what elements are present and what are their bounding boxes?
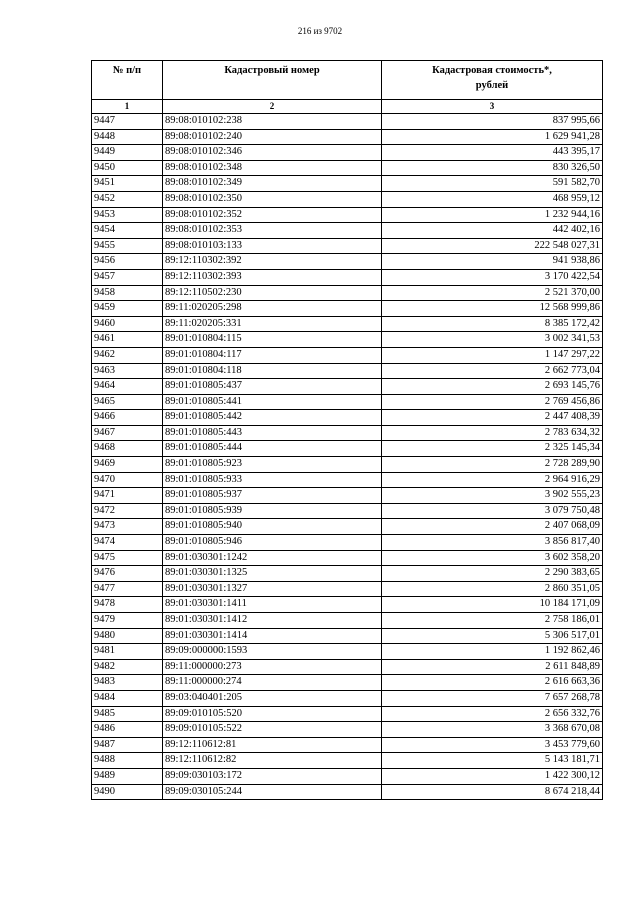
cadastral-number: 89:11:000000:274 — [163, 675, 382, 691]
cadastral-number: 89:09:010105:520 — [163, 706, 382, 722]
cadastral-number: 89:01:010805:441 — [163, 394, 382, 410]
row-number: 9489 — [92, 768, 163, 784]
cadastral-value: 2 758 186,01 — [382, 613, 603, 629]
table-row — [92, 347, 603, 363]
row-number: 9465 — [92, 394, 163, 410]
row-number: 9450 — [92, 160, 163, 176]
row-number: 9460 — [92, 316, 163, 332]
cadastral-value: 5 143 181,71 — [382, 753, 603, 769]
page-header: 216 из 9702 — [297, 26, 343, 36]
cadastral-number: 89:03:040401:205 — [163, 690, 382, 706]
row-number: 9487 — [92, 737, 163, 753]
cadastral-number: 89:09:030103:172 — [163, 768, 382, 784]
cadastral-value: 837 995,66 — [382, 114, 603, 130]
row-number: 9461 — [92, 332, 163, 348]
cadastral-number: 89:08:010102:353 — [163, 223, 382, 239]
header-line: Кадастровая стоимость*, — [432, 65, 552, 76]
table-row — [92, 503, 603, 519]
cadastral-value: 8 385 172,42 — [382, 316, 603, 332]
cadastral-value: 2 693 145,76 — [382, 379, 603, 395]
cadastral-number: 89:08:010102:349 — [163, 176, 382, 192]
table-row — [92, 550, 603, 566]
cadastral-value: 3 902 555,23 — [382, 488, 603, 504]
table-row — [92, 659, 603, 675]
cadastral-number: 89:01:030301:1327 — [163, 581, 382, 597]
table-row — [92, 223, 603, 239]
cadastral-value: 2 769 456,86 — [382, 394, 603, 410]
row-number: 9477 — [92, 581, 163, 597]
column-number: 1 — [92, 100, 163, 114]
row-number: 9483 — [92, 675, 163, 691]
row-number: 9471 — [92, 488, 163, 504]
row-number: 9472 — [92, 503, 163, 519]
row-number: 9453 — [92, 207, 163, 223]
cadastral-number: 89:12:110612:82 — [163, 753, 382, 769]
cadastral-number: 89:01:030301:1412 — [163, 613, 382, 629]
cadastral-value: 2 290 383,65 — [382, 566, 603, 582]
cadastral-number: 89:01:030301:1325 — [163, 566, 382, 582]
table-row — [92, 472, 603, 488]
cadastral-value: 10 184 171,09 — [382, 597, 603, 613]
table-row — [92, 441, 603, 457]
table-row — [92, 379, 603, 395]
row-number: 9449 — [92, 145, 163, 161]
cadastral-value: 830 326,50 — [382, 160, 603, 176]
cadastral-table — [91, 60, 603, 800]
header-row — [92, 61, 603, 100]
table-row — [92, 597, 603, 613]
table-row — [92, 425, 603, 441]
row-number: 9447 — [92, 114, 163, 130]
cadastral-number: 89:08:010102:348 — [163, 160, 382, 176]
cadastral-number: 89:01:010805:437 — [163, 379, 382, 395]
cadastral-value: 2 662 773,04 — [382, 363, 603, 379]
table-row — [92, 129, 603, 145]
row-number: 9488 — [92, 753, 163, 769]
table-row — [92, 254, 603, 270]
row-number: 9474 — [92, 535, 163, 551]
table-row — [92, 160, 603, 176]
cadastral-number: 89:01:030301:1414 — [163, 628, 382, 644]
row-number: 9468 — [92, 441, 163, 457]
cadastral-value: 1 422 300,12 — [382, 768, 603, 784]
cadastral-value: 3 170 422,54 — [382, 269, 603, 285]
cadastral-value: 8 674 218,44 — [382, 784, 603, 800]
cadastral-value: 5 306 517,01 — [382, 628, 603, 644]
table-row — [92, 706, 603, 722]
header-cell-value — [382, 61, 603, 100]
table-row — [92, 488, 603, 504]
cadastral-value: 2 656 332,76 — [382, 706, 603, 722]
row-number: 9480 — [92, 628, 163, 644]
cadastral-number: 89:01:030301:1242 — [163, 550, 382, 566]
cadastral-value: 3 002 341,53 — [382, 332, 603, 348]
table-row — [92, 644, 603, 660]
table-row — [92, 519, 603, 535]
row-number: 9467 — [92, 425, 163, 441]
row-number: 9485 — [92, 706, 163, 722]
table-row — [92, 269, 603, 285]
row-number: 9462 — [92, 347, 163, 363]
table-row — [92, 363, 603, 379]
table-row — [92, 675, 603, 691]
cadastral-number: 89:09:030105:244 — [163, 784, 382, 800]
table-row — [92, 176, 603, 192]
row-number: 9481 — [92, 644, 163, 660]
cadastral-value: 2 783 634,32 — [382, 425, 603, 441]
row-number: 9470 — [92, 472, 163, 488]
table-row — [92, 145, 603, 161]
cadastral-number: 89:11:020205:331 — [163, 316, 382, 332]
cadastral-number: 89:09:000000:1593 — [163, 644, 382, 660]
cadastral-number: 89:12:110502:230 — [163, 285, 382, 301]
row-number: 9463 — [92, 363, 163, 379]
cadastral-value: 1 147 297,22 — [382, 347, 603, 363]
table-row — [92, 394, 603, 410]
row-number: 9475 — [92, 550, 163, 566]
column-number: 3 — [382, 100, 603, 114]
cadastral-value: 1 232 944,16 — [382, 207, 603, 223]
cadastral-value: 591 582,70 — [382, 176, 603, 192]
cadastral-number: 89:08:010102:240 — [163, 129, 382, 145]
cadastral-number: 89:01:010805:923 — [163, 457, 382, 473]
column-number: 2 — [163, 100, 382, 114]
table-row — [92, 238, 603, 254]
row-number: 9448 — [92, 129, 163, 145]
cadastral-number: 89:09:010105:522 — [163, 722, 382, 738]
cadastral-number: 89:12:110302:393 — [163, 269, 382, 285]
table-row — [92, 535, 603, 551]
table-row — [92, 722, 603, 738]
cadastral-value: 222 548 027,31 — [382, 238, 603, 254]
cadastral-number: 89:08:010102:352 — [163, 207, 382, 223]
table-row — [92, 753, 603, 769]
cadastral-value: 2 447 408,39 — [382, 410, 603, 426]
cadastral-value: 2 611 848,89 — [382, 659, 603, 675]
row-number: 9464 — [92, 379, 163, 395]
row-number: 9484 — [92, 690, 163, 706]
table-row — [92, 628, 603, 644]
table-row — [92, 191, 603, 207]
cadastral-number: 89:08:010102:346 — [163, 145, 382, 161]
cadastral-value: 12 568 999,86 — [382, 301, 603, 317]
header-line: рублей — [475, 80, 509, 91]
cadastral-number: 89:01:010805:443 — [163, 425, 382, 441]
table-row — [92, 768, 603, 784]
cadastral-number: 89:11:000000:273 — [163, 659, 382, 675]
cadastral-number: 89:08:010103:133 — [163, 238, 382, 254]
cadastral-value: 3 453 779,60 — [382, 737, 603, 753]
header-cell: № п/п — [92, 61, 163, 100]
cadastral-value: 2 325 145,34 — [382, 441, 603, 457]
cadastral-number: 89:12:110302:392 — [163, 254, 382, 270]
row-number: 9452 — [92, 191, 163, 207]
table-row — [92, 690, 603, 706]
cadastral-value: 2 860 351,05 — [382, 581, 603, 597]
cadastral-value: 468 959,12 — [382, 191, 603, 207]
cadastral-number: 89:01:010804:117 — [163, 347, 382, 363]
cadastral-value: 941 938,86 — [382, 254, 603, 270]
cadastral-number: 89:01:030301:1411 — [163, 597, 382, 613]
cadastral-number: 89:01:010805:444 — [163, 441, 382, 457]
row-number: 9473 — [92, 519, 163, 535]
row-number: 9458 — [92, 285, 163, 301]
row-number: 9479 — [92, 613, 163, 629]
table-row — [92, 114, 603, 130]
cadastral-value: 2 964 916,29 — [382, 472, 603, 488]
row-number: 9478 — [92, 597, 163, 613]
row-number: 9486 — [92, 722, 163, 738]
table-row — [92, 737, 603, 753]
row-number: 9459 — [92, 301, 163, 317]
table-row — [92, 207, 603, 223]
row-number: 9466 — [92, 410, 163, 426]
cadastral-number: 89:01:010805:940 — [163, 519, 382, 535]
cadastral-value: 1 192 862,46 — [382, 644, 603, 660]
cadastral-number: 89:01:010805:946 — [163, 535, 382, 551]
table-row — [92, 410, 603, 426]
cadastral-number: 89:11:020205:298 — [163, 301, 382, 317]
row-number: 9490 — [92, 784, 163, 800]
row-number: 9469 — [92, 457, 163, 473]
table-row — [92, 566, 603, 582]
cadastral-value: 1 629 941,28 — [382, 129, 603, 145]
cadastral-value: 3 079 750,48 — [382, 503, 603, 519]
table-row — [92, 285, 603, 301]
cadastral-number: 89:01:010805:442 — [163, 410, 382, 426]
table-row — [92, 613, 603, 629]
column-number-row — [92, 100, 603, 114]
cadastral-number: 89:12:110612:81 — [163, 737, 382, 753]
cadastral-number: 89:08:010102:350 — [163, 191, 382, 207]
header-cell: Кадастровый номер — [163, 61, 382, 100]
row-number: 9454 — [92, 223, 163, 239]
row-number: 9476 — [92, 566, 163, 582]
cadastral-value: 442 402,16 — [382, 223, 603, 239]
row-number: 9482 — [92, 659, 163, 675]
cadastral-number: 89:01:010804:118 — [163, 363, 382, 379]
cadastral-number: 89:01:010805:937 — [163, 488, 382, 504]
row-number: 9456 — [92, 254, 163, 270]
row-number: 9455 — [92, 238, 163, 254]
table-row — [92, 332, 603, 348]
cadastral-value: 7 657 268,78 — [382, 690, 603, 706]
cadastral-value: 443 395,17 — [382, 145, 603, 161]
table-row — [92, 457, 603, 473]
cadastral-number: 89:01:010805:939 — [163, 503, 382, 519]
cadastral-value: 2 407 068,09 — [382, 519, 603, 535]
row-number: 9451 — [92, 176, 163, 192]
cadastral-value: 3 856 817,40 — [382, 535, 603, 551]
cadastral-value: 2 728 289,90 — [382, 457, 603, 473]
cadastral-value: 3 368 670,08 — [382, 722, 603, 738]
cadastral-number: 89:08:010102:238 — [163, 114, 382, 130]
table-row — [92, 316, 603, 332]
table-row — [92, 784, 603, 800]
table-row — [92, 581, 603, 597]
cadastral-value: 3 602 358,20 — [382, 550, 603, 566]
cadastral-value: 2 521 370,00 — [382, 285, 603, 301]
cadastral-number: 89:01:010804:115 — [163, 332, 382, 348]
table-row — [92, 301, 603, 317]
row-number: 9457 — [92, 269, 163, 285]
cadastral-number: 89:01:010805:933 — [163, 472, 382, 488]
cadastral-value: 2 616 663,36 — [382, 675, 603, 691]
